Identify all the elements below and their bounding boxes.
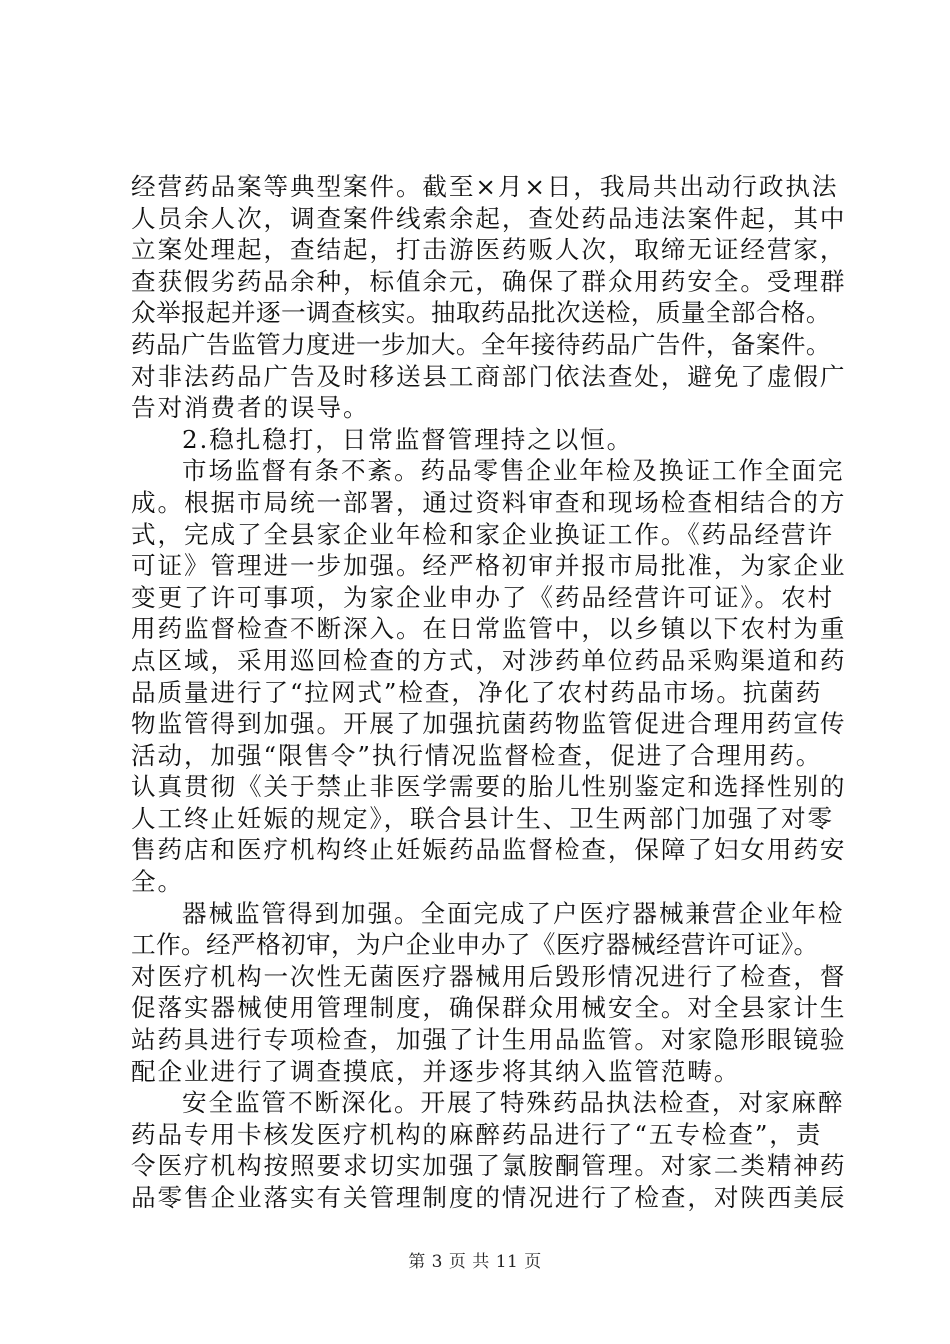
document-body	[131, 171, 851, 1214]
text-line: 品零售企业落实有关管理制度的情况进行了检查，对陕西美辰	[131, 1183, 847, 1212]
text-line: 售药店和医疗机构终止妊娠药品监督检查，保障了妇女用药安	[131, 835, 847, 865]
text-line: 众举报起并逐一调查核实。抽取药品批次送检，质量全部合格。	[131, 298, 831, 328]
text-line: 全。	[131, 867, 184, 897]
text-line: 人员余人次，调查案件线索余起，查处药品违法案件起，其中	[131, 203, 847, 233]
text-line: 站药具进行专项检查，加强了计生用品监管。对家隐形眼镜验	[131, 1025, 847, 1055]
text-line: 查获假劣药品余种，标值余元，确保了群众用药安全。受理群	[131, 266, 847, 296]
text-line: 活动，加强“限售令”执行情况监督检查，促进了合理用药。	[131, 740, 823, 770]
text-line: 立案处理起，查结起，打击游医药贩人次，取缔无证经营家，	[131, 235, 847, 265]
text-line: 药品广告监管力度进一步加大。全年接待药品广告件，备案件。	[131, 329, 831, 359]
text-line: 认真贯彻《关于禁止非医学需要的胎儿性别鉴定和选择性别的	[131, 772, 847, 802]
text-line: 经营药品案等典型案件。截至×月×日，我局共出动行政执法	[131, 172, 839, 201]
text-line: 物监管得到加强。开展了加强抗菌药物监管促进合理用药宣传	[131, 709, 847, 739]
text-line: 对医疗机构一次性无菌医疗器械用后毁形情况进行了检查，督	[131, 961, 847, 991]
text-line: 式，完成了全县家企业年检和家企业换证工作。《药品经营许	[131, 519, 835, 549]
text-line: 器械监管得到加强。全面完成了户医疗器械兼营企业年检	[182, 898, 845, 928]
text-line: 市场监督有条不紊。药品零售企业年检及换证工作全面完	[182, 456, 845, 486]
text-line: 用药监督检查不断深入。在日常监管中，以乡镇以下农村为重	[131, 614, 847, 644]
text-line: 对非法药品广告及时移送县工商部门依法查处，避免了虚假广	[131, 361, 847, 391]
text-line: 告对消费者的误导。	[131, 393, 370, 423]
text-line: 品质量进行了“拉网式”检查，净化了农村药品市场。抗菌药	[131, 677, 823, 707]
text-line: 人工终止妊娠的规定》，联合县计生、卫生两部门加强了对零	[131, 803, 835, 833]
text-line: 促落实器械使用管理制度，确保群众用械安全。对全县家计生	[131, 993, 847, 1023]
page-footer: 第 3 页 共 11 页	[408, 1252, 542, 1272]
text-line: 配企业进行了调查摸底，并逐步将其纳入监管范畴。	[131, 1056, 741, 1086]
text-line: 点区域，采用巡回检查的方式，对涉药单位药品采购渠道和药	[131, 645, 847, 675]
text-line: 安全监管不断深化。开展了特殊药品执法检查，对家麻醉	[182, 1088, 845, 1118]
text-line: 成。根据市局统一部署，通过资料审查和现场检查相结合的方	[131, 487, 847, 517]
text-line: 可证》管理进一步加强。经严格初审并报市局批准，为家企业	[131, 551, 847, 581]
text-line: 令医疗机构按照要求切实加强了氯胺酮管理。对家二类精神药	[131, 1151, 847, 1181]
text-line: 工作。经严格初审，为户企业申办了《医疗器械经营许可证》。	[131, 930, 819, 960]
text-line: 药品专用卡核发医疗机构的麻醉药品进行了“五专检查”，责	[131, 1119, 823, 1149]
text-line: 2.稳扎稳打，日常监督管理持之以恒。	[182, 424, 634, 454]
text-line: 变更了许可事项，为家企业申办了《药品经营许可证》。农村	[131, 582, 835, 612]
